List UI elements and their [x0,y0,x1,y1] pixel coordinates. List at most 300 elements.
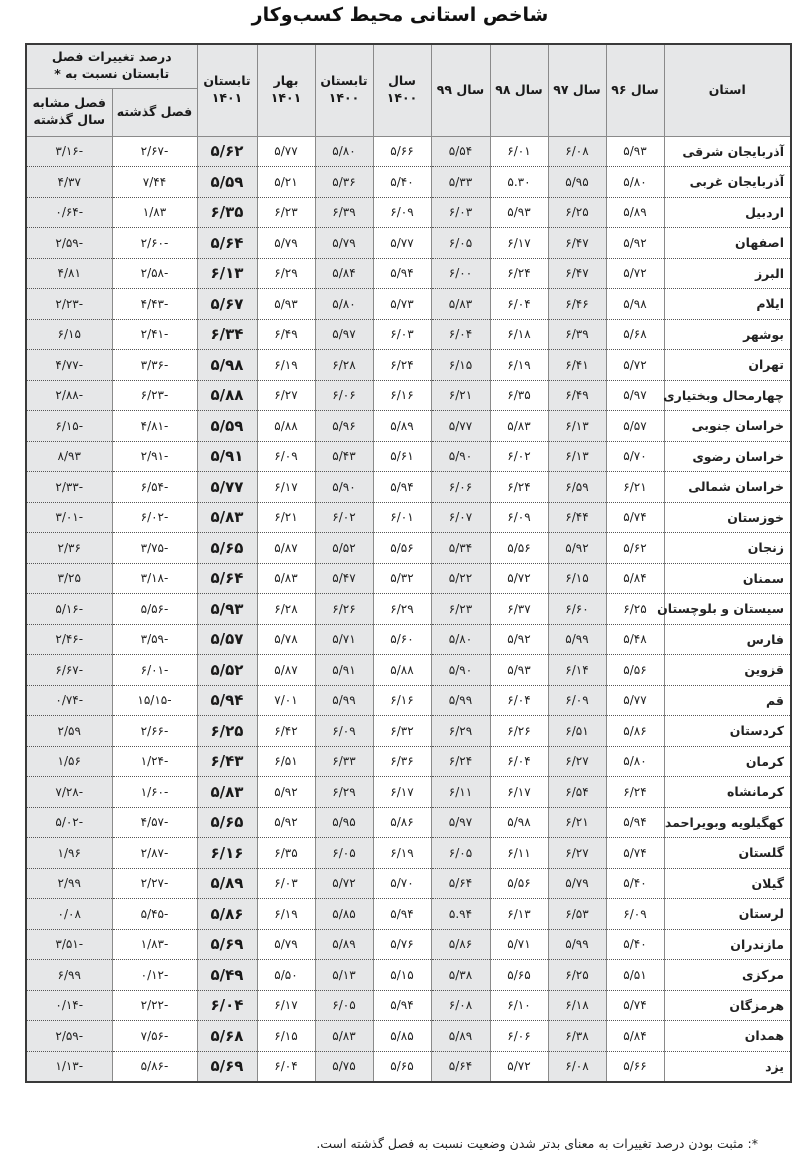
cell-summer-1400: ۵/۹۶ [315,411,373,442]
header-summer-1401: تابستان ۱۴۰۱ [197,44,257,136]
cell-summer-1401: ۵/۵۹ [197,167,257,198]
cell-province: گیلان [664,868,791,899]
cell-province: سیستان و بلوچستان [664,594,791,625]
cell-summer-1400: ۶/۲۸ [315,350,373,381]
cell-year-97: ۶/۵۹ [548,472,606,503]
cell-summer-1400: ۵/۴۷ [315,563,373,594]
cell-same-season-change: -۶/۶۷ [26,655,112,686]
cell-summer-1400: ۶/۲۶ [315,594,373,625]
cell-year-1400: ۵/۷۷ [373,228,431,259]
cell-province: خوزستان [664,502,791,533]
cell-spring-1401: ۶/۳۵ [257,838,315,869]
cell-year-99: ۶/۱۱ [431,777,490,808]
cell-same-season-change: -۱/۱۳ [26,1051,112,1082]
cell-summer-1401: ۵/۹۱ [197,441,257,472]
cell-year-99: ۵/۹۰ [431,655,490,686]
cell-province: تهران [664,350,791,381]
cell-year-1400: ۵/۹۴ [373,990,431,1021]
cell-province: کردستان [664,716,791,747]
cell-summer-1400: ۵/۸۹ [315,929,373,960]
cell-summer-1401: ۵/۶۸ [197,1021,257,1052]
cell-summer-1401: ۵/۶۹ [197,929,257,960]
cell-year-99: ۵/۹۹ [431,685,490,716]
cell-province: البرز [664,258,791,289]
cell-year-97: ۶/۳۹ [548,319,606,350]
cell-province: خراسان شمالی [664,472,791,503]
table-row [26,594,791,625]
cell-year-96: ۶/۲۱ [606,472,664,503]
cell-year-97: ۶/۰۸ [548,1051,606,1082]
cell-spring-1401: ۶/۱۹ [257,899,315,930]
cell-summer-1400: ۵/۹۹ [315,685,373,716]
cell-province: لرستان [664,899,791,930]
cell-summer-1400: ۵/۸۴ [315,258,373,289]
cell-province: گلستان [664,838,791,869]
cell-year-96: ۵/۴۸ [606,624,664,655]
header-year-99: سال ۹۹ [431,44,490,136]
table-row [26,777,791,808]
cell-year-98: ۶/۲۴ [490,472,548,503]
cell-year-98: ۶/۱۹ [490,350,548,381]
cell-prev-season-change: -۳/۱۸ [112,563,197,594]
cell-summer-1401: ۶/۱۳ [197,258,257,289]
cell-year-97: ۶/۲۷ [548,746,606,777]
cell-prev-season-change: -۲/۶۷ [112,136,197,167]
cell-prev-season-change: -۶/۲۳ [112,380,197,411]
cell-year-98: ۶/۱۱ [490,838,548,869]
cell-same-season-change: -۲/۴۶ [26,624,112,655]
header-year-96: سال ۹۶ [606,44,664,136]
cell-summer-1401: ۵/۶۵ [197,533,257,564]
cell-year-98: ۶/۱۰ [490,990,548,1021]
cell-year-96: ۵/۷۲ [606,350,664,381]
cell-province: اصفهان [664,228,791,259]
cell-same-season-change: -۲/۳۳ [26,472,112,503]
cell-year-96: ۵/۹۴ [606,807,664,838]
cell-spring-1401: ۵/۸۷ [257,655,315,686]
cell-same-season-change: ۱/۹۶ [26,838,112,869]
cell-year-99: ۵/۹۰ [431,441,490,472]
cell-year-96: ۵/۵۷ [606,411,664,442]
cell-year-98: ۶/۰۱ [490,136,548,167]
table-row [26,533,791,564]
cell-year-1400: ۵/۶۰ [373,624,431,655]
cell-prev-season-change: -۳/۵۹ [112,624,197,655]
cell-spring-1401: ۶/۱۹ [257,350,315,381]
table-row [26,380,791,411]
table-row [26,960,791,991]
header-prev-season: فصل گذشته [112,88,197,136]
table-row [26,319,791,350]
cell-year-97: ۶/۱۸ [548,990,606,1021]
cell-year-97: ۶/۱۴ [548,655,606,686]
cell-year-99: ۶/۱۵ [431,350,490,381]
cell-summer-1401: ۶/۰۴ [197,990,257,1021]
cell-spring-1401: ۶/۲۳ [257,197,315,228]
cell-prev-season-change: -۲/۵۸ [112,258,197,289]
cell-year-97: ۶/۵۱ [548,716,606,747]
cell-same-season-change: ۴/۳۷ [26,167,112,198]
cell-year-1400: ۵/۸۵ [373,1021,431,1052]
cell-year-98: ۶/۱۳ [490,899,548,930]
cell-year-99: ۶/۰۵ [431,838,490,869]
cell-summer-1400: ۵/۹۷ [315,319,373,350]
cell-prev-season-change: -۱/۶۰ [112,777,197,808]
table-row [26,716,791,747]
cell-province: ایلام [664,289,791,320]
header-same-season-last-year: فصل مشابه سال گذشته [26,88,112,136]
cell-year-1400: ۵/۱۵ [373,960,431,991]
cell-prev-season-change: -۲/۲۲ [112,990,197,1021]
cell-prev-season-change: -۶/۵۴ [112,472,197,503]
cell-prev-season-change: -۳/۳۶ [112,350,197,381]
cell-year-96: ۵/۸۴ [606,1021,664,1052]
cell-spring-1401: ۶/۴۹ [257,319,315,350]
cell-same-season-change: ۲/۹۹ [26,868,112,899]
cell-spring-1401: ۶/۲۱ [257,502,315,533]
cell-year-96: ۵/۹۷ [606,380,664,411]
cell-spring-1401: ۵/۷۹ [257,228,315,259]
cell-year-99: ۶/۰۰ [431,258,490,289]
table-row [26,990,791,1021]
cell-year-1400: ۵/۹۴ [373,472,431,503]
cell-prev-season-change: -۳/۷۵ [112,533,197,564]
cell-spring-1401: ۵/۵۰ [257,960,315,991]
cell-year-97: ۵/۹۹ [548,624,606,655]
cell-year-98: ۵/۵۶ [490,868,548,899]
cell-spring-1401: ۵/۹۳ [257,289,315,320]
table-row [26,563,791,594]
cell-year-98: ۵/۶۵ [490,960,548,991]
cell-spring-1401: ۶/۰۳ [257,868,315,899]
cell-year-97: ۶/۶۰ [548,594,606,625]
cell-province: همدان [664,1021,791,1052]
cell-year-99: ۵/۸۰ [431,624,490,655]
cell-summer-1400: ۵/۷۵ [315,1051,373,1082]
cell-same-season-change: -۲/۵۹ [26,1021,112,1052]
cell-year-98: ۶/۱۸ [490,319,548,350]
cell-prev-season-change: -۴/۴۳ [112,289,197,320]
cell-prev-season-change: -۱/۸۳ [112,929,197,960]
cell-year-98: ۵/۷۱ [490,929,548,960]
cell-summer-1401: ۶/۳۴ [197,319,257,350]
cell-year-96: ۶/۲۵ [606,594,664,625]
cell-year-96: ۵/۴۰ [606,929,664,960]
cell-year-1400: ۵/۸۹ [373,411,431,442]
cell-same-season-change: ۶/۱۵ [26,319,112,350]
cell-same-season-change: ۸/۹۳ [26,441,112,472]
cell-year-1400: ۶/۰۹ [373,197,431,228]
cell-spring-1401: ۶/۰۴ [257,1051,315,1082]
cell-summer-1400: ۵/۷۲ [315,868,373,899]
cell-same-season-change: -۲/۲۳ [26,289,112,320]
cell-year-99: ۶/۰۸ [431,990,490,1021]
cell-province: آذربایجان شرقی [664,136,791,167]
cell-summer-1401: ۶/۴۳ [197,746,257,777]
cell-province: مرکزی [664,960,791,991]
cell-summer-1400: ۵/۱۳ [315,960,373,991]
cell-year-99: ۵/۳۳ [431,167,490,198]
cell-year-96: ۵/۶۲ [606,533,664,564]
cell-year-96: ۵/۶۸ [606,319,664,350]
cell-year-1400: ۶/۲۹ [373,594,431,625]
cell-year-98: ۶/۳۵ [490,380,548,411]
header-summer-1400: تابستان ۱۴۰۰ [315,44,373,136]
cell-summer-1400: ۵/۸۰ [315,289,373,320]
page-title: شاخص استانی محیط کسب‌وکار [251,4,549,26]
cell-year-97: ۶/۵۴ [548,777,606,808]
cell-summer-1400: ۶/۰۵ [315,838,373,869]
cell-same-season-change: ۱/۵۶ [26,746,112,777]
cell-year-97: ۶/۴۹ [548,380,606,411]
cell-summer-1400: ۶/۲۹ [315,777,373,808]
cell-summer-1401: ۵/۸۸ [197,380,257,411]
table-row [26,624,791,655]
cell-year-99: ۶/۰۵ [431,228,490,259]
table-row [26,228,791,259]
table-row [26,289,791,320]
cell-year-99: ۵/۵۴ [431,136,490,167]
cell-year-1400: ۵/۳۲ [373,563,431,594]
cell-year-96: ۶/۲۴ [606,777,664,808]
cell-year-99: ۵/۶۴ [431,1051,490,1082]
cell-same-season-change: -۶/۱۵ [26,411,112,442]
cell-prev-season-change: -۱۵/۱۵ [112,685,197,716]
table-row [26,868,791,899]
cell-summer-1401: ۵/۶۷ [197,289,257,320]
cell-summer-1400: ۵/۵۲ [315,533,373,564]
cell-year-99: ۶/۲۹ [431,716,490,747]
cell-year-97: ۶/۰۹ [548,685,606,716]
cell-year-96: ۵/۴۰ [606,868,664,899]
cell-summer-1401: ۵/۶۵ [197,807,257,838]
cell-year-99: ۵/۳۸ [431,960,490,991]
cell-summer-1401: ۵/۸۳ [197,502,257,533]
cell-prev-season-change: -۱/۲۴ [112,746,197,777]
cell-year-98: ۵/۷۲ [490,1051,548,1082]
cell-year-98: ۶/۲۶ [490,716,548,747]
cell-year-97: ۶/۴۴ [548,502,606,533]
cell-year-97: ۶/۴۷ [548,228,606,259]
cell-year-97: ۶/۵۳ [548,899,606,930]
cell-summer-1400: ۶/۰۹ [315,716,373,747]
cell-summer-1400: ۵/۷۹ [315,228,373,259]
cell-year-96: ۶/۰۹ [606,899,664,930]
table-row [26,441,791,472]
cell-summer-1401: ۵/۸۹ [197,868,257,899]
cell-year-96: ۵/۷۲ [606,258,664,289]
cell-year-98: ۶/۰۶ [490,1021,548,1052]
cell-summer-1400: ۶/۳۳ [315,746,373,777]
cell-same-season-change: ۶/۹۹ [26,960,112,991]
cell-summer-1400: ۵/۹۵ [315,807,373,838]
table-row [26,136,791,167]
cell-year-98: ۶/۱۷ [490,228,548,259]
cell-summer-1400: ۵/۸۰ [315,136,373,167]
table-row [26,472,791,503]
cell-year-97: ۶/۲۵ [548,960,606,991]
cell-year-96: ۵/۷۴ [606,990,664,1021]
cell-same-season-change: ۳/۲۵ [26,563,112,594]
cell-prev-season-change: -۲/۸۷ [112,838,197,869]
header-change-group: درصد تغییرات فصل تابستان نسبت به * [26,44,197,88]
cell-year-99: ۵/۸۹ [431,1021,490,1052]
table-row [26,411,791,442]
cell-summer-1401: ۵/۵۷ [197,624,257,655]
cell-prev-season-change: -۶/۰۲ [112,502,197,533]
cell-prev-season-change: -۶/۰۱ [112,655,197,686]
cell-same-season-change: -۳/۰۱ [26,502,112,533]
cell-same-season-change: ۰/۰۸ [26,899,112,930]
cell-year-1400: ۶/۱۶ [373,685,431,716]
cell-summer-1400: ۵/۳۶ [315,167,373,198]
cell-year-1400: ۵/۹۴ [373,899,431,930]
table-row [26,1021,791,1052]
cell-year-96: ۵/۷۷ [606,685,664,716]
cell-year-1400: ۵/۷۰ [373,868,431,899]
cell-year-97: ۶/۳۸ [548,1021,606,1052]
cell-year-96: ۵/۷۴ [606,502,664,533]
header-year-1400: سال ۱۴۰۰ [373,44,431,136]
cell-year-1400: ۶/۱۶ [373,380,431,411]
cell-year-98: ۵/۹۲ [490,624,548,655]
cell-year-1400: ۶/۳۶ [373,746,431,777]
cell-province: آذربایجان غربی [664,167,791,198]
cell-year-96: ۵/۹۸ [606,289,664,320]
cell-year-96: ۵/۸۹ [606,197,664,228]
cell-province: خراسان رضوی [664,441,791,472]
cell-year-99: ۵/۷۷ [431,411,490,442]
cell-province: یزد [664,1051,791,1082]
cell-year-97: ۶/۱۵ [548,563,606,594]
cell-province: اردبیل [664,197,791,228]
cell-year-98: ۵/۷۲ [490,563,548,594]
cell-summer-1400: ۵/۸۳ [315,1021,373,1052]
cell-year-96: ۵/۷۰ [606,441,664,472]
table-row [26,929,791,960]
cell-summer-1400: ۶/۳۹ [315,197,373,228]
cell-year-96: ۵/۸۴ [606,563,664,594]
table-row [26,746,791,777]
cell-spring-1401: ۶/۲۹ [257,258,315,289]
cell-summer-1401: ۵/۶۴ [197,228,257,259]
cell-year-97: ۶/۱۳ [548,411,606,442]
cell-year-99: ۵.۹۴ [431,899,490,930]
cell-year-1400: ۵/۵۶ [373,533,431,564]
cell-summer-1400: ۵/۸۵ [315,899,373,930]
cell-year-98: ۶/۱۷ [490,777,548,808]
table-row [26,350,791,381]
table-body [26,136,791,1082]
table-row [26,167,791,198]
cell-year-1400: ۶/۲۴ [373,350,431,381]
cell-spring-1401: ۶/۰۹ [257,441,315,472]
cell-year-97: ۶/۴۶ [548,289,606,320]
cell-same-season-change: -۳/۱۶ [26,136,112,167]
cell-same-season-change: -۲/۵۹ [26,228,112,259]
cell-year-96: ۵/۵۱ [606,960,664,991]
cell-prev-season-change: -۲/۶۶ [112,716,197,747]
cell-year-98: ۵/۵۶ [490,533,548,564]
cell-year-1400: ۵/۸۶ [373,807,431,838]
cell-same-season-change: -۲/۸۸ [26,380,112,411]
cell-year-98: ۶/۰۴ [490,746,548,777]
cell-summer-1400: ۶/۰۶ [315,380,373,411]
cell-prev-season-change: -۵/۴۵ [112,899,197,930]
cell-year-98: ۶/۰۴ [490,289,548,320]
cell-spring-1401: ۶/۱۷ [257,472,315,503]
cell-spring-1401: ۶/۵۱ [257,746,315,777]
cell-year-99: ۵/۶۴ [431,868,490,899]
cell-year-1400: ۵/۷۶ [373,929,431,960]
cell-year-97: ۶/۴۷ [548,258,606,289]
cell-year-1400: ۵/۸۸ [373,655,431,686]
cell-summer-1401: ۶/۳۵ [197,197,257,228]
cell-year-98: ۶/۲۴ [490,258,548,289]
cell-summer-1400: ۵/۹۱ [315,655,373,686]
cell-summer-1400: ۵/۴۳ [315,441,373,472]
cell-year-98: ۵/۹۳ [490,655,548,686]
cell-province: سمنان [664,563,791,594]
cell-prev-season-change: -۲/۲۷ [112,868,197,899]
cell-same-season-change: -۳/۵۱ [26,929,112,960]
cell-spring-1401: ۷/۰۱ [257,685,315,716]
cell-province: کرمان [664,746,791,777]
cell-province: مازندران [664,929,791,960]
cell-spring-1401: ۶/۴۲ [257,716,315,747]
cell-same-season-change: -۰/۱۴ [26,990,112,1021]
table-row [26,807,791,838]
cell-prev-season-change: -۲/۹۱ [112,441,197,472]
cell-summer-1401: ۵/۹۸ [197,350,257,381]
cell-summer-1401: ۵/۴۹ [197,960,257,991]
cell-prev-season-change: -۷/۵۶ [112,1021,197,1052]
cell-year-97: ۶/۲۱ [548,807,606,838]
cell-spring-1401: ۶/۲۸ [257,594,315,625]
cell-spring-1401: ۵/۸۸ [257,411,315,442]
cell-spring-1401: ۵/۷۷ [257,136,315,167]
cell-summer-1401: ۶/۲۵ [197,716,257,747]
cell-prev-season-change: -۲/۴۱ [112,319,197,350]
cell-province: کرمانشاه [664,777,791,808]
cell-prev-season-change: -۴/۵۷ [112,807,197,838]
cell-summer-1401: ۵/۶۴ [197,563,257,594]
cell-year-1400: ۶/۰۱ [373,502,431,533]
cell-year-99: ۶/۰۳ [431,197,490,228]
cell-year-1400: ۵/۶۱ [373,441,431,472]
cell-year-99: ۵/۹۷ [431,807,490,838]
cell-year-98: ۵/۹۳ [490,197,548,228]
cell-year-96: ۵/۹۲ [606,228,664,259]
cell-same-season-change: -۷/۲۸ [26,777,112,808]
cell-summer-1401: ۵/۶۹ [197,1051,257,1082]
cell-province: قزوین [664,655,791,686]
cell-province: هرمزگان [664,990,791,1021]
cell-spring-1401: ۶/۱۵ [257,1021,315,1052]
cell-spring-1401: ۵/۲۱ [257,167,315,198]
cell-year-97: ۶/۲۵ [548,197,606,228]
cell-year-99: ۵/۲۲ [431,563,490,594]
cell-summer-1400: ۶/۰۲ [315,502,373,533]
cell-summer-1400: ۶/۰۵ [315,990,373,1021]
cell-year-97: ۶/۰۸ [548,136,606,167]
cell-summer-1401: ۵/۹۴ [197,685,257,716]
cell-prev-season-change: -۵/۸۶ [112,1051,197,1082]
header-year-97: سال ۹۷ [548,44,606,136]
cell-year-99: ۶/۰۷ [431,502,490,533]
cell-year-96: ۵/۹۳ [606,136,664,167]
cell-year-96: ۵/۸۶ [606,716,664,747]
